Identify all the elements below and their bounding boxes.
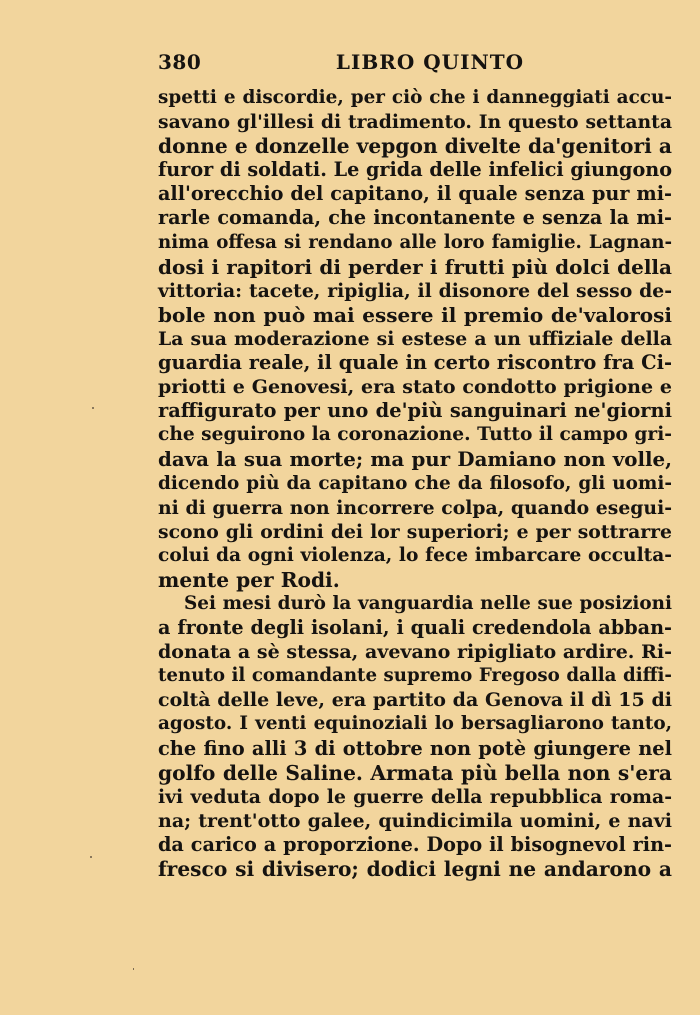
text-line: dava la sua morte; ma pur Damiano non volle, [158,447,672,472]
text-line: scono gli ordini dei lor superiori; e per sottrarre [158,520,672,543]
text-line: da carico a proporzione. Dopo il bisognevol rin- [158,832,672,856]
text-line: Sei mesi durò la vanguardia nelle sue posizioni [184,592,672,614]
text-line: golfo delle Saline. Armata più bella non s'era [158,760,672,785]
text-line: dicendo più da capitano che da filosofo, gli uomi- [158,472,672,494]
text-line: guardia reale, il quale in certo riscontro fra Ci- [158,351,672,375]
body-text [158,86,672,881]
text-line: donata a sè stessa, avevano ripigliato ardire. Ri- [158,641,672,664]
text-line: colui da ogni violenza, lo fece imbarcare occulta- [158,544,672,566]
text-line: che fino alli 3 di ottobre non potè giungere nel [158,736,672,760]
text-line: ivi veduta dopo le guerre della repubblica roma- [158,785,672,808]
text-line: che seguirono la coronazione. Tutto il campo gri- [158,424,672,446]
text-line: ni di guerra non incorrere colpa, quando esegui- [158,496,672,519]
text-line: fresco si divisero; dodici legni ne andarono a [158,857,672,881]
text-line: dosi i rapitori di perder i frutti più dolci della [158,254,672,279]
text-line: raffigurato per uno de'più sanguinari ne'giorni [158,399,672,423]
text-line: mente per Rodi. [158,567,340,592]
text-line: na; trent'otto galee, quindicimila uomini, e navi [158,809,672,832]
text-line: nima offesa si rendano alle loro famiglie. Lagnan- [158,231,672,253]
paper-speck [133,968,134,970]
text-line: all'orecchio del capitano, il quale senza pur mi- [158,182,672,206]
text-line: coltà delle leve, era partito da Genova il dì 15 di [158,689,672,712]
text-line: vittoria: tacete, ripiglia, il disonore del sesso de- [158,279,672,302]
text-line: donne e donzelle vepgon divelte da'genitori a [158,134,672,159]
text-line: priotti e Genovesi, era stato condotto prigione e [158,376,672,399]
text-line: La sua moderazione si estese a un uffiziale della [158,327,672,350]
text-line: tenuto il comandante supremo Fregoso dalla diffi- [158,665,672,687]
paper-speck [92,407,94,409]
page-header [158,50,672,80]
paper-speck [90,856,92,858]
text-line: savano gl'illesi di tradimento. In questo settanta [158,111,672,134]
text-line: bole non può mai essere il premio de'valorosi [158,302,672,327]
page-number: 380 [158,50,202,74]
text-line: agosto. I venti equinoziali lo bersagliarono tanto, [158,713,672,735]
running-head: LIBRO QUINTO [335,50,525,74]
text-line: rarle comanda, che incontanente e senza la mi- [158,206,672,230]
text-line: spetti e discordie, per ciò che i danneggiati accu- [158,87,672,108]
text-line: furor di soldati. Le grida delle infelici giungono [158,158,672,182]
text-line: a fronte degli isolani, i quali credendola abban- [158,616,672,640]
